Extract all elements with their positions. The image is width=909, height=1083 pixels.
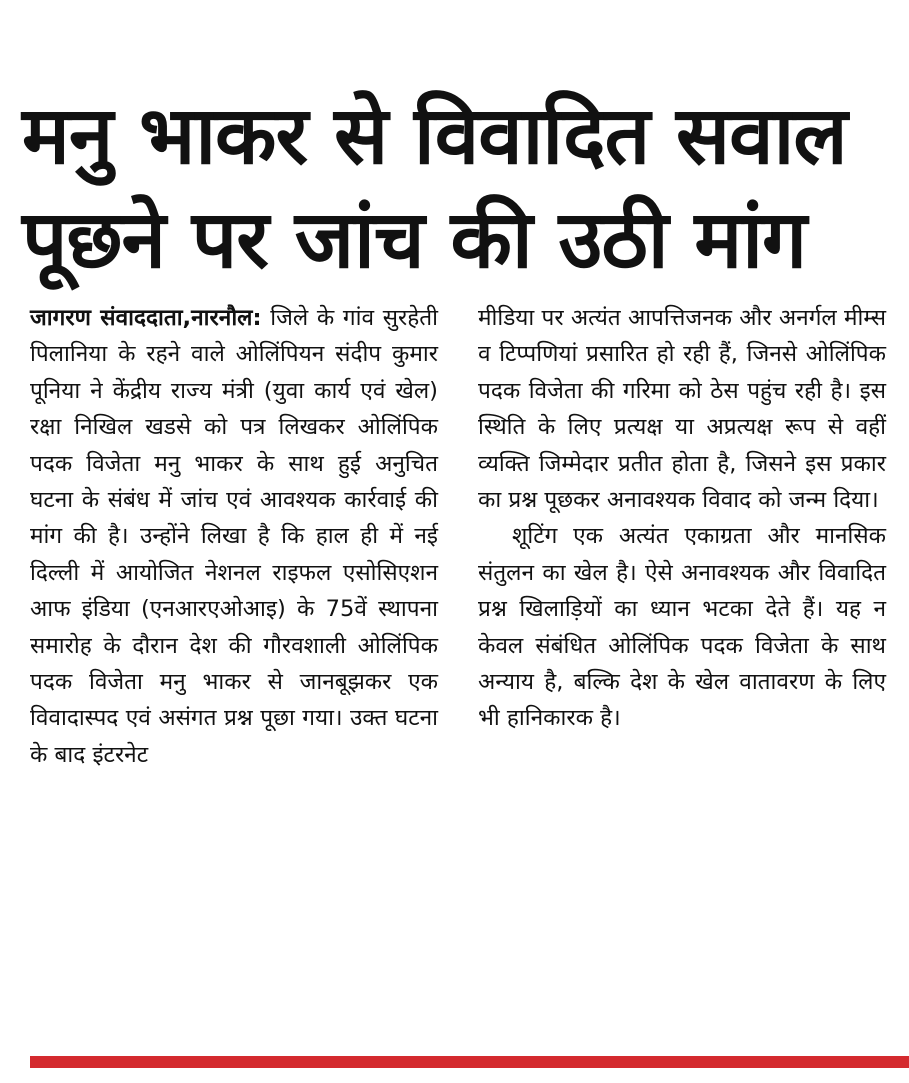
article-column-left: [30, 300, 438, 773]
headline: [22, 84, 892, 292]
headline-line-2: पूछने पर जांच की उठी मांग: [22, 192, 807, 286]
bottom-red-rule: [30, 1056, 909, 1068]
article-paragraph-1: [30, 300, 438, 773]
left-column-text: जिले के गांव सुरहेती पिलानिया के रहने वाले ओलिंपियन संदीप कुमार पूनिया ने केंद्रीय राज्य मंत्री (युवा कार्य एवं खेल) रक्षा निखिल खडसे को पत्र लिखकर ओलिंपिक पदक विजेता मनु भाकर के साथ हुई अनुचित घटना के संबंध में जांच एवं आवश्यक कार्रवाई की मांग की है। उन्होंने लिखा है कि हाल ही में नई दिल्ली में आयोजित नेशनल राइफल एसोसिएशन आफ इंडिया (एनआरएओआइ) के 75वें स्थापना समारोह के दौरान देश की गौरवशाली ओलिंपिक पदक विजेता मनु भाकर से जानबूझकर एक विवादास्पद एवं असंगत प्रश्न पूछा गया। उक्त घटना के बाद इंटरनेट: [30, 305, 438, 768]
headline-line-1: मनु भाकर से विवादित सवाल: [22, 88, 847, 182]
article-paragraph-3: शूटिंग एक अत्यंत एकाग्रता और मानसिक संतुलन का खेल है। ऐसे अनावश्यक और विवादित प्रश्न खिलाड़ियों का ध्यान भटका देते हैं। यह न केवल संबंधित ओलिंपिक पदक विजेता के साथ अन्याय है, बल्कि देश के खेल वातावरण के लिए भी हानिकारक है।: [478, 523, 886, 732]
article-column-right: [478, 300, 886, 737]
article-paragraph-2: मीडिया पर अत्यंत आपत्तिजनक और अनर्गल मीम्स व टिप्पणियां प्रसारित हो रही हैं, जिनसे ओलिंपिक पदक विजेता की गरिमा को ठेस पहुंच रही है। इस स्थिति के लिए प्रत्यक्ष या अप्रत्यक्ष रूप से वहीं व्यक्ति जिम्मेदार प्रतीत होता है, जिसने इस प्रकार का प्रश्न पूछकर अनावश्यक विवाद को जन्म दिया।: [478, 305, 886, 514]
dateline: जागरण संवाददाता,नारनौल:: [30, 305, 262, 331]
